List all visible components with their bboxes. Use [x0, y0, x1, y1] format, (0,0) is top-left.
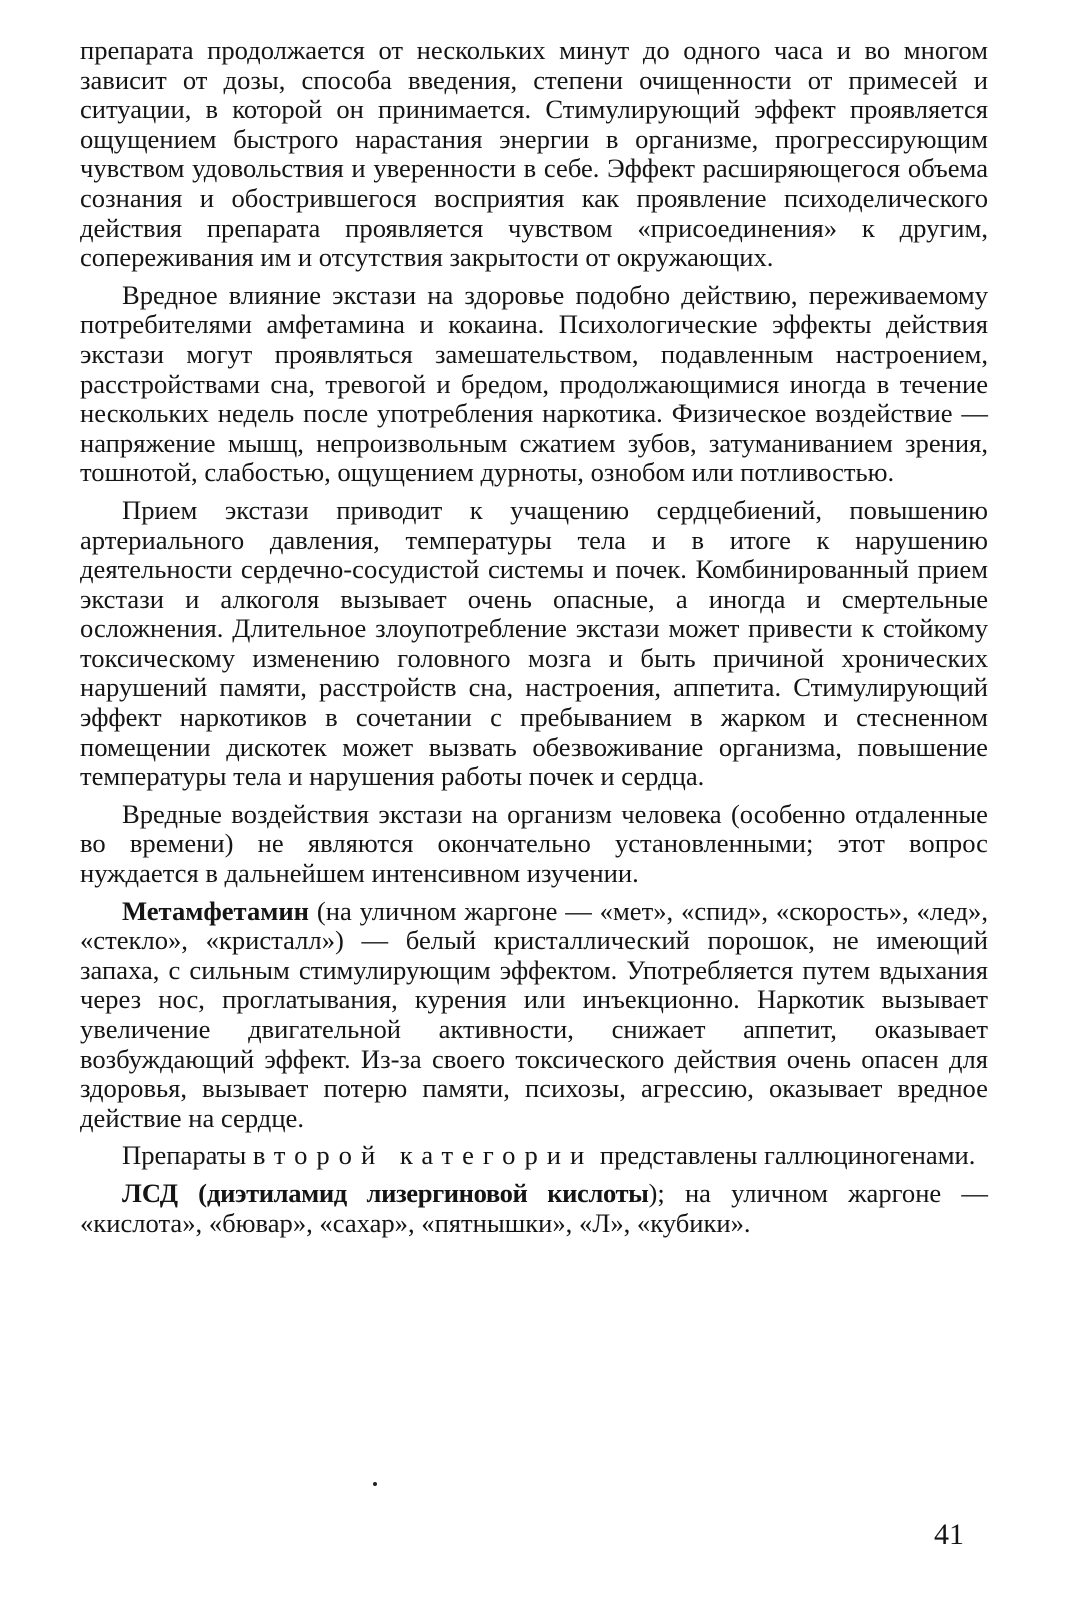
hallucinogens-tail: представлены галлюциногенами. — [593, 1140, 976, 1171]
term-lsd-full-name: диэтиламид лизергиновой кислоты — [207, 1177, 649, 1208]
paragraph-lsd — [80, 1179, 988, 1238]
paragraph-ecstasy-research: Вредные воздействия экстази на организм человека (особенно отдаленные во времени) не являются окончательно установленными; этот вопрос нуждается в дальнейшем интенсивном изучении. — [80, 798, 988, 889]
paragraph-ecstasy-effects: препарата продолжается от нескольких минут до одного часа и во многом зависит от дозы, способа введения, степени очищенности от примесей и ситуации, в которой он принимается. Стимулирующий эффект проявляется ощущением быстрого нарастания энергии в организме, прогрессирующим чувством удовольствия и уверенности в себе. Эффект расширяющегося объема сознания и обострившегося восприятия как проявление психоделического действия препарата проявляется чувством «присоединения» к другим, сопереживания им и отсутствия закрытости от окружающих. — [80, 35, 988, 273]
paragraph-hallucinogens — [80, 1141, 988, 1171]
paragraph-methamphetamine — [80, 897, 988, 1134]
print-speck — [373, 1482, 377, 1486]
term-methamphetamine: Метамфетамин — [122, 895, 310, 926]
paragraph-ecstasy-harm: Вредное влияние экстази на здоровье подобно действию, переживаемому потребителями амфетамина и кокаина. Психологические эффекты действия экстази могут проявляться замешательством, подавленным настроением, расстройствами сна, тревогой и бредом, продолжающимися иногда в течение нескольких недель после употребления наркотика. Физическое воздействие — напряжение мышц, непроизвольным сжатием зубов, затуманиванием зрения, тошнотой, слабостью, ощущением дурноты, ознобом или потливостью. — [80, 279, 988, 488]
lsd-paren-open: ( — [178, 1177, 208, 1208]
hallucinogens-lead: Препараты — [122, 1140, 253, 1171]
page-number: 41 — [934, 1518, 964, 1551]
term-lsd: ЛСД — [122, 1177, 178, 1208]
emphasis-second-category: второй категории — [252, 1140, 594, 1171]
page-body — [80, 36, 988, 1246]
lsd-description: ); на уличном жаргоне — «кислота», «бювар», «сахар», «пятнышки», «Л», «кубики». — [80, 1177, 988, 1238]
paragraph-ecstasy-physiology: Прием экстази приводит к учащению сердцебиений, повышению артериального давления, температуры тела и в итоге к нарушению деятельности сердечно-сосудистой системы и почек. Комбинированный прием экстази и алкоголя вызывает очень опасные, а иногда и смертельные осложнения. Длительное злоупотребление экстази может привести к стойкому токсическому изменению головного мозга и быть причиной хронических нарушений памяти, расстройств сна, настроения, аппетита. Стимулирующий эффект наркотиков в сочетании с пребыванием в жарком и стесненном помещении дискотек может вызвать обезвоживание организма, повышение температуры тела и нарушения работы почек и сердца. — [80, 494, 988, 792]
methamphetamine-description: (на уличном жаргоне — «мет», «спид», «скорость», «лед», «стекло», «кристалл») — белый кристаллический порошок, не имеющий запаха, с сильным стимулирующим эффектом. Употребляется путем вдыхания через нос, проглатывания, курения или инъекционно. Наркотик вызывает увеличение двигательной активности, снижает аппетит, оказывает возбуждающий эффект. Из-за своего токсического действия очень опасен для здоровья, вызывает потерю памяти, психозы, агрессию, оказывает вредное действие на сердце. — [80, 895, 988, 1133]
